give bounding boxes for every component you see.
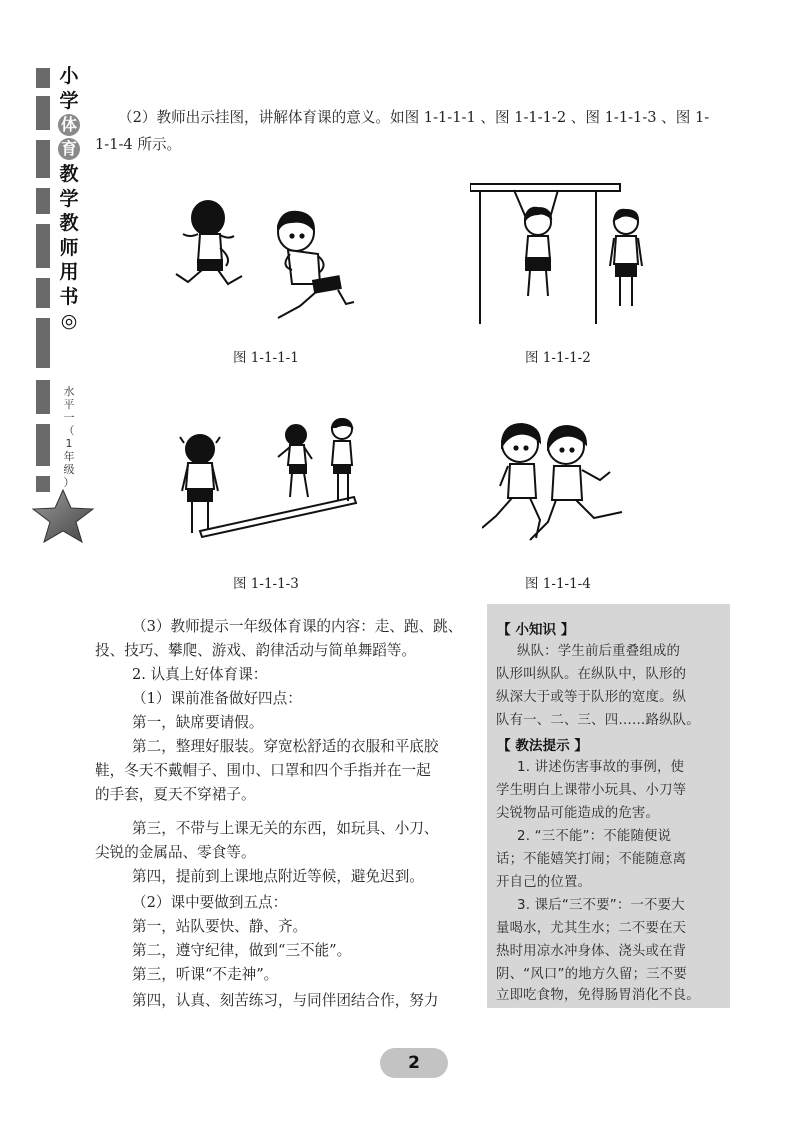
body-line: 第二，遵守纪律，做到“三不能”。	[132, 942, 352, 959]
figure-caption-4: 图 1-1-1-4	[525, 576, 591, 592]
tips-sidebar-box	[487, 604, 730, 1008]
body-line: 第二，整理好服装。穿宽松舒适的衣服和平底胶	[132, 738, 439, 755]
book-title-char: 教	[59, 212, 79, 234]
figure-caption-1: 图 1-1-1-1	[233, 350, 299, 366]
tips-line: 阴、“风口”的地方久留；三不要	[496, 967, 687, 982]
figure-caption-2: 图 1-1-1-2	[525, 350, 591, 366]
knowledge-line: 纵深大于或等于队形的宽度。纵	[496, 690, 687, 705]
grade-level-label	[62, 385, 76, 489]
knowledge-heading: 【 小知识 】	[497, 622, 575, 638]
figure-caption-3: 图 1-1-1-3	[233, 576, 299, 592]
intro-line-2: 1-1-4 所示。	[95, 136, 182, 153]
book-title-char-highlight: 体	[58, 114, 80, 136]
knowledge-line: 纵队：学生前后重叠组成的	[517, 644, 681, 659]
body-line: 第一，缺席要请假。	[132, 714, 264, 731]
level-char: （	[63, 424, 75, 437]
level-char: ）	[63, 476, 75, 489]
body-line: 的手套，夏天不穿裙子。	[95, 786, 256, 803]
book-title-char: 教	[59, 163, 79, 185]
tips-line: 尖锐物品可能造成的危害。	[496, 806, 660, 821]
tips-line: 1. 讲述伤害事故的事例，使	[517, 760, 685, 775]
spine-decoration	[36, 68, 50, 538]
teaching-tips-heading: 【 教法提示 】	[497, 738, 589, 754]
knowledge-line: 队有一、二、三、四……路纵队。	[496, 713, 700, 728]
body-line: （3）教师提示一年级体育课的内容：走、跑、跳、	[132, 618, 463, 635]
body-line: 第一，站队要快、静、齐。	[132, 918, 308, 935]
body-line: 鞋，冬天不戴帽子、围巾、口罩和四个手指并在一起	[95, 762, 431, 779]
body-line: 2. 认真上好体育课：	[132, 666, 268, 683]
body-line: （2）课中要做到五点：	[132, 894, 288, 911]
tips-line: 话；不能嬉笑打闹；不能随意离	[496, 852, 687, 867]
book-title-char: ◎	[60, 310, 78, 332]
level-char: 年	[63, 450, 75, 463]
body-line: 投、技巧、攀爬、游戏、韵律活动与简单舞蹈等。	[95, 642, 417, 659]
level-char: 水	[63, 385, 75, 398]
book-title-char: 用	[59, 261, 79, 283]
level-char: 平	[63, 398, 75, 411]
book-title-char: 学	[59, 187, 79, 210]
tips-line: 3. 课后“三不要”：一不要大	[517, 898, 685, 913]
tips-line: 2. “三不能”：不能随便说	[517, 829, 672, 844]
intro-line-1: （2）教师出示挂图，讲解体育课的意义。如图 1-1-1-1 、图 1-1-1-2 、图 1-1-1-3 、图 1-	[118, 109, 710, 126]
book-title-char: 学	[59, 89, 79, 112]
book-title-char: 师	[59, 236, 79, 259]
level-char: 1	[65, 437, 73, 450]
star-icon	[30, 488, 96, 544]
tips-line: 立即吃食物，免得肠胃消化不良。	[496, 988, 700, 1003]
body-line: 尖锐的金属品、零食等。	[95, 844, 256, 861]
tips-line: 学生明白上课带小玩具、小刀等	[496, 783, 687, 798]
figure-balance-game	[178, 415, 368, 550]
book-title-char: 书	[59, 285, 79, 308]
tips-line: 热时用凉水冲身体、浇头或在背	[496, 944, 687, 959]
level-char: 级	[63, 463, 75, 476]
page-number: 2	[380, 1048, 448, 1078]
body-line: 第三，不带与上课无关的东西，如玩具、小刀、	[132, 820, 439, 837]
book-title	[58, 64, 80, 334]
book-title-char: 小	[59, 65, 79, 87]
body-line: 第四，认真、刻苦练习，与同伴团结合作，努力	[132, 992, 439, 1009]
tips-line: 量喝水，尤其生水；二不要在天	[496, 921, 687, 936]
level-char: 一	[63, 411, 75, 424]
figure-horizontal-bar	[470, 182, 660, 327]
book-title-char-highlight: 育	[58, 138, 80, 160]
knowledge-line: 队形叫纵队。在纵队中，队形的	[496, 667, 687, 682]
body-line: （1）课前准备做好四点：	[132, 690, 302, 707]
body-line: 第四，提前到上课地点附近等候，避免迟到。	[132, 868, 424, 885]
body-line: 第三，听课“不走神”。	[132, 966, 279, 983]
figure-running-boys	[168, 190, 358, 325]
tips-line: 开自己的位置。	[496, 875, 592, 890]
figure-running-pair	[482, 420, 632, 548]
